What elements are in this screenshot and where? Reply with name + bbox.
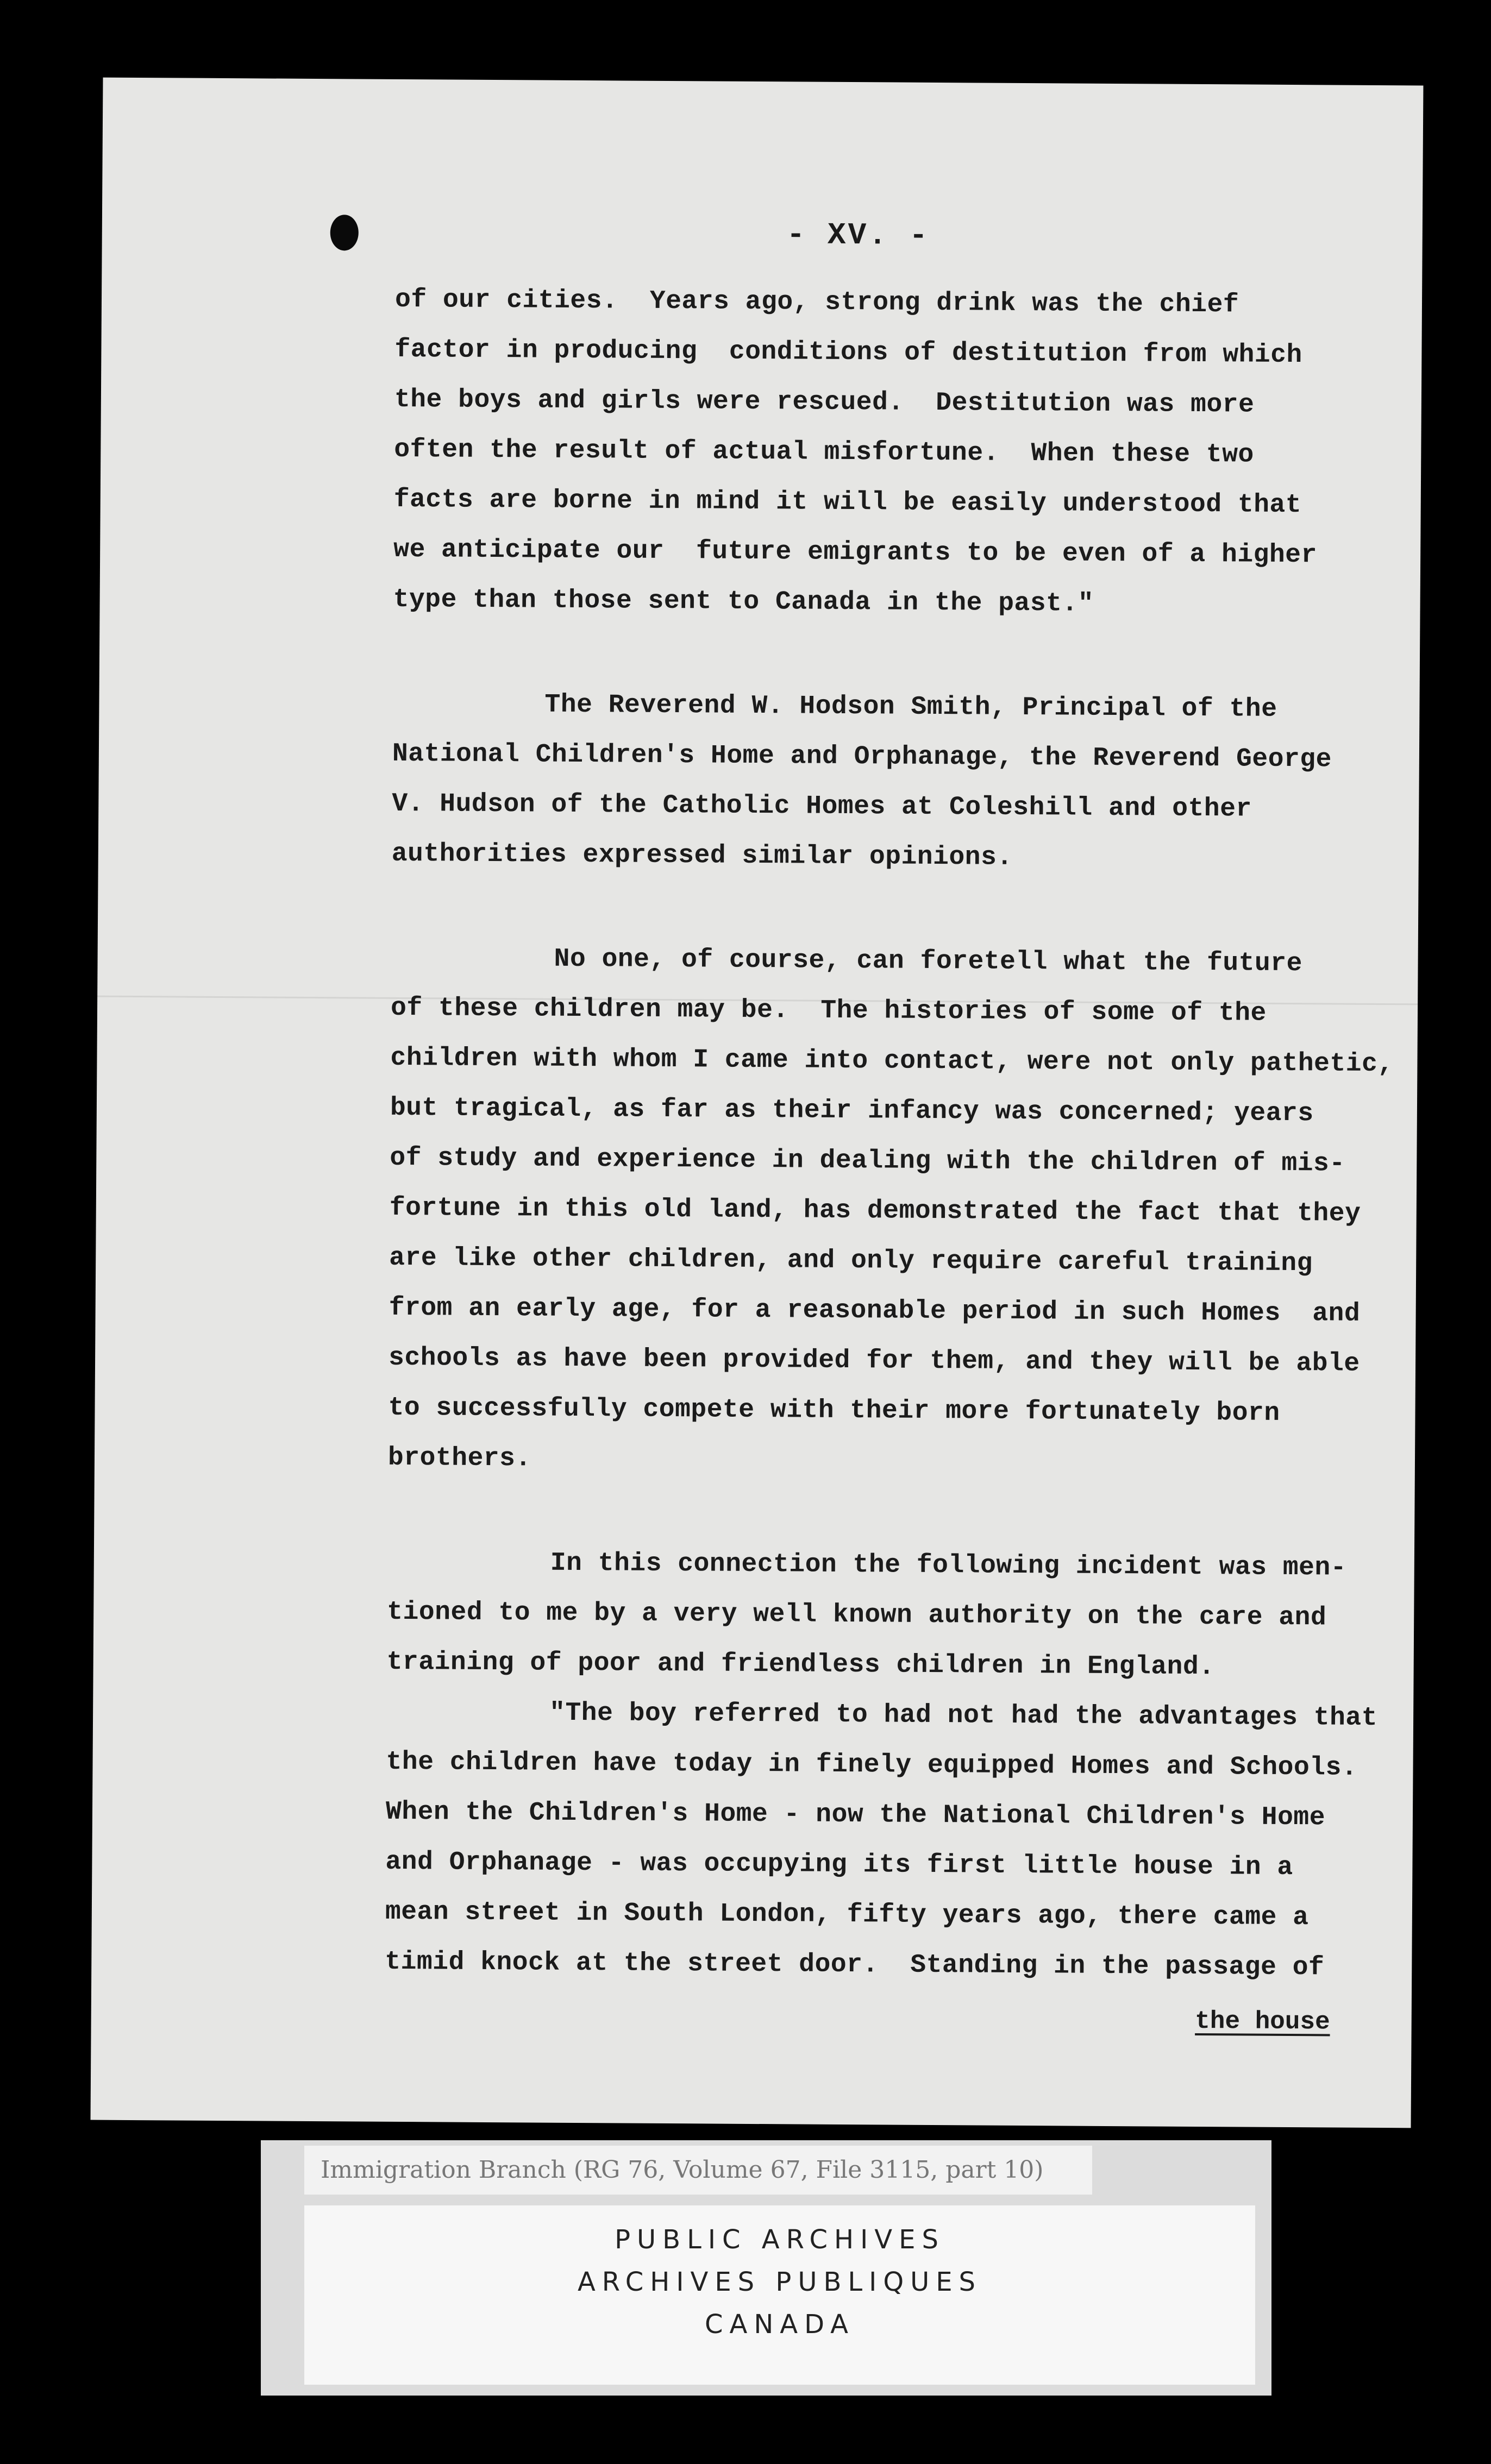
text-line: "The boy referred to had not had the advantages that xyxy=(549,1698,1378,1733)
text-line: are like other children, and only require careful training xyxy=(389,1243,1313,1279)
text-line: to successfully compete with their more fortunately born xyxy=(388,1393,1280,1428)
body-text xyxy=(385,275,1394,1993)
stamp-line: CANADA xyxy=(704,2309,855,2340)
text-line: fortune in this old land, has demonstrated the fact that they xyxy=(389,1193,1361,1229)
text-line: we anticipate our future emigrants to be even of a higher xyxy=(393,535,1318,570)
archive-stamp xyxy=(304,2205,1255,2385)
text-line: facts are borne in mind it will be easily understood that xyxy=(393,485,1302,520)
text-line: the children have today in finely equipped Homes and Schools. xyxy=(386,1747,1358,1783)
text-line: training of poor and friendless children in England. xyxy=(386,1647,1215,1682)
text-line: V. Hudson of the Catholic Homes at Coleshill and other xyxy=(392,789,1252,824)
source-reference: Immigration Branch (RG 76, Volume 67, File 3115, part 10) xyxy=(304,2146,1092,2195)
text-line: type than those sent to Canada in the past." xyxy=(393,584,1094,619)
text-line: from an early age, for a reasonable period in such Homes and xyxy=(389,1293,1361,1329)
document-page xyxy=(91,78,1424,2128)
text-line: National Children's Home and Orphanage, the Reverend George xyxy=(392,739,1332,775)
text-line: In this connection the following incident was men- xyxy=(550,1548,1347,1583)
text-line: authorities expressed similar opinions. xyxy=(391,839,1013,872)
catchword: the house xyxy=(1195,2007,1330,2036)
hole-punch-icon xyxy=(330,215,359,250)
stamp-line: ARCHIVES PUBLIQUES xyxy=(577,2267,982,2297)
text-line: When the Children's Home - now the National Children's Home xyxy=(385,1797,1326,1833)
text-line: timid knock at the street door. Standing in the passage of xyxy=(385,1947,1325,1983)
text-line: brothers. xyxy=(387,1443,531,1474)
text-line: schools as have been provided for them, and they will be able xyxy=(388,1343,1360,1379)
text-line: often the result of actual misfortune. When these two xyxy=(394,435,1254,470)
page-number: - XV. - xyxy=(786,217,930,253)
text-line: but tragical, as far as their infancy was concerned; years xyxy=(390,1093,1314,1129)
text-line: and Orphanage - was occupying its first little house in a xyxy=(385,1847,1293,1883)
text-line: tioned to me by a very well known authority on the care and xyxy=(387,1597,1327,1633)
text-line: of these children may be. The histories of some of the xyxy=(390,993,1267,1028)
text-line: of study and experience in dealing with the children of mis- xyxy=(390,1143,1345,1179)
text-line: mean street in South London, fifty years ago, there came a xyxy=(385,1897,1309,1933)
text-line: children with whom I came into contact, were not only pathetic, xyxy=(390,1043,1394,1079)
text-line: No one, of course, can foretell what the future xyxy=(554,944,1303,979)
stamp-line: PUBLIC ARCHIVES xyxy=(615,2224,945,2255)
text-line: of our cities. Years ago, strong drink was the chief xyxy=(394,285,1239,320)
text-line: the boys and girls were rescued. Destitution was more xyxy=(394,385,1255,420)
text-line: The Reverend W. Hodson Smith, Principal of the xyxy=(544,690,1277,724)
text-line: factor in producing conditions of destitution from which xyxy=(394,335,1302,370)
